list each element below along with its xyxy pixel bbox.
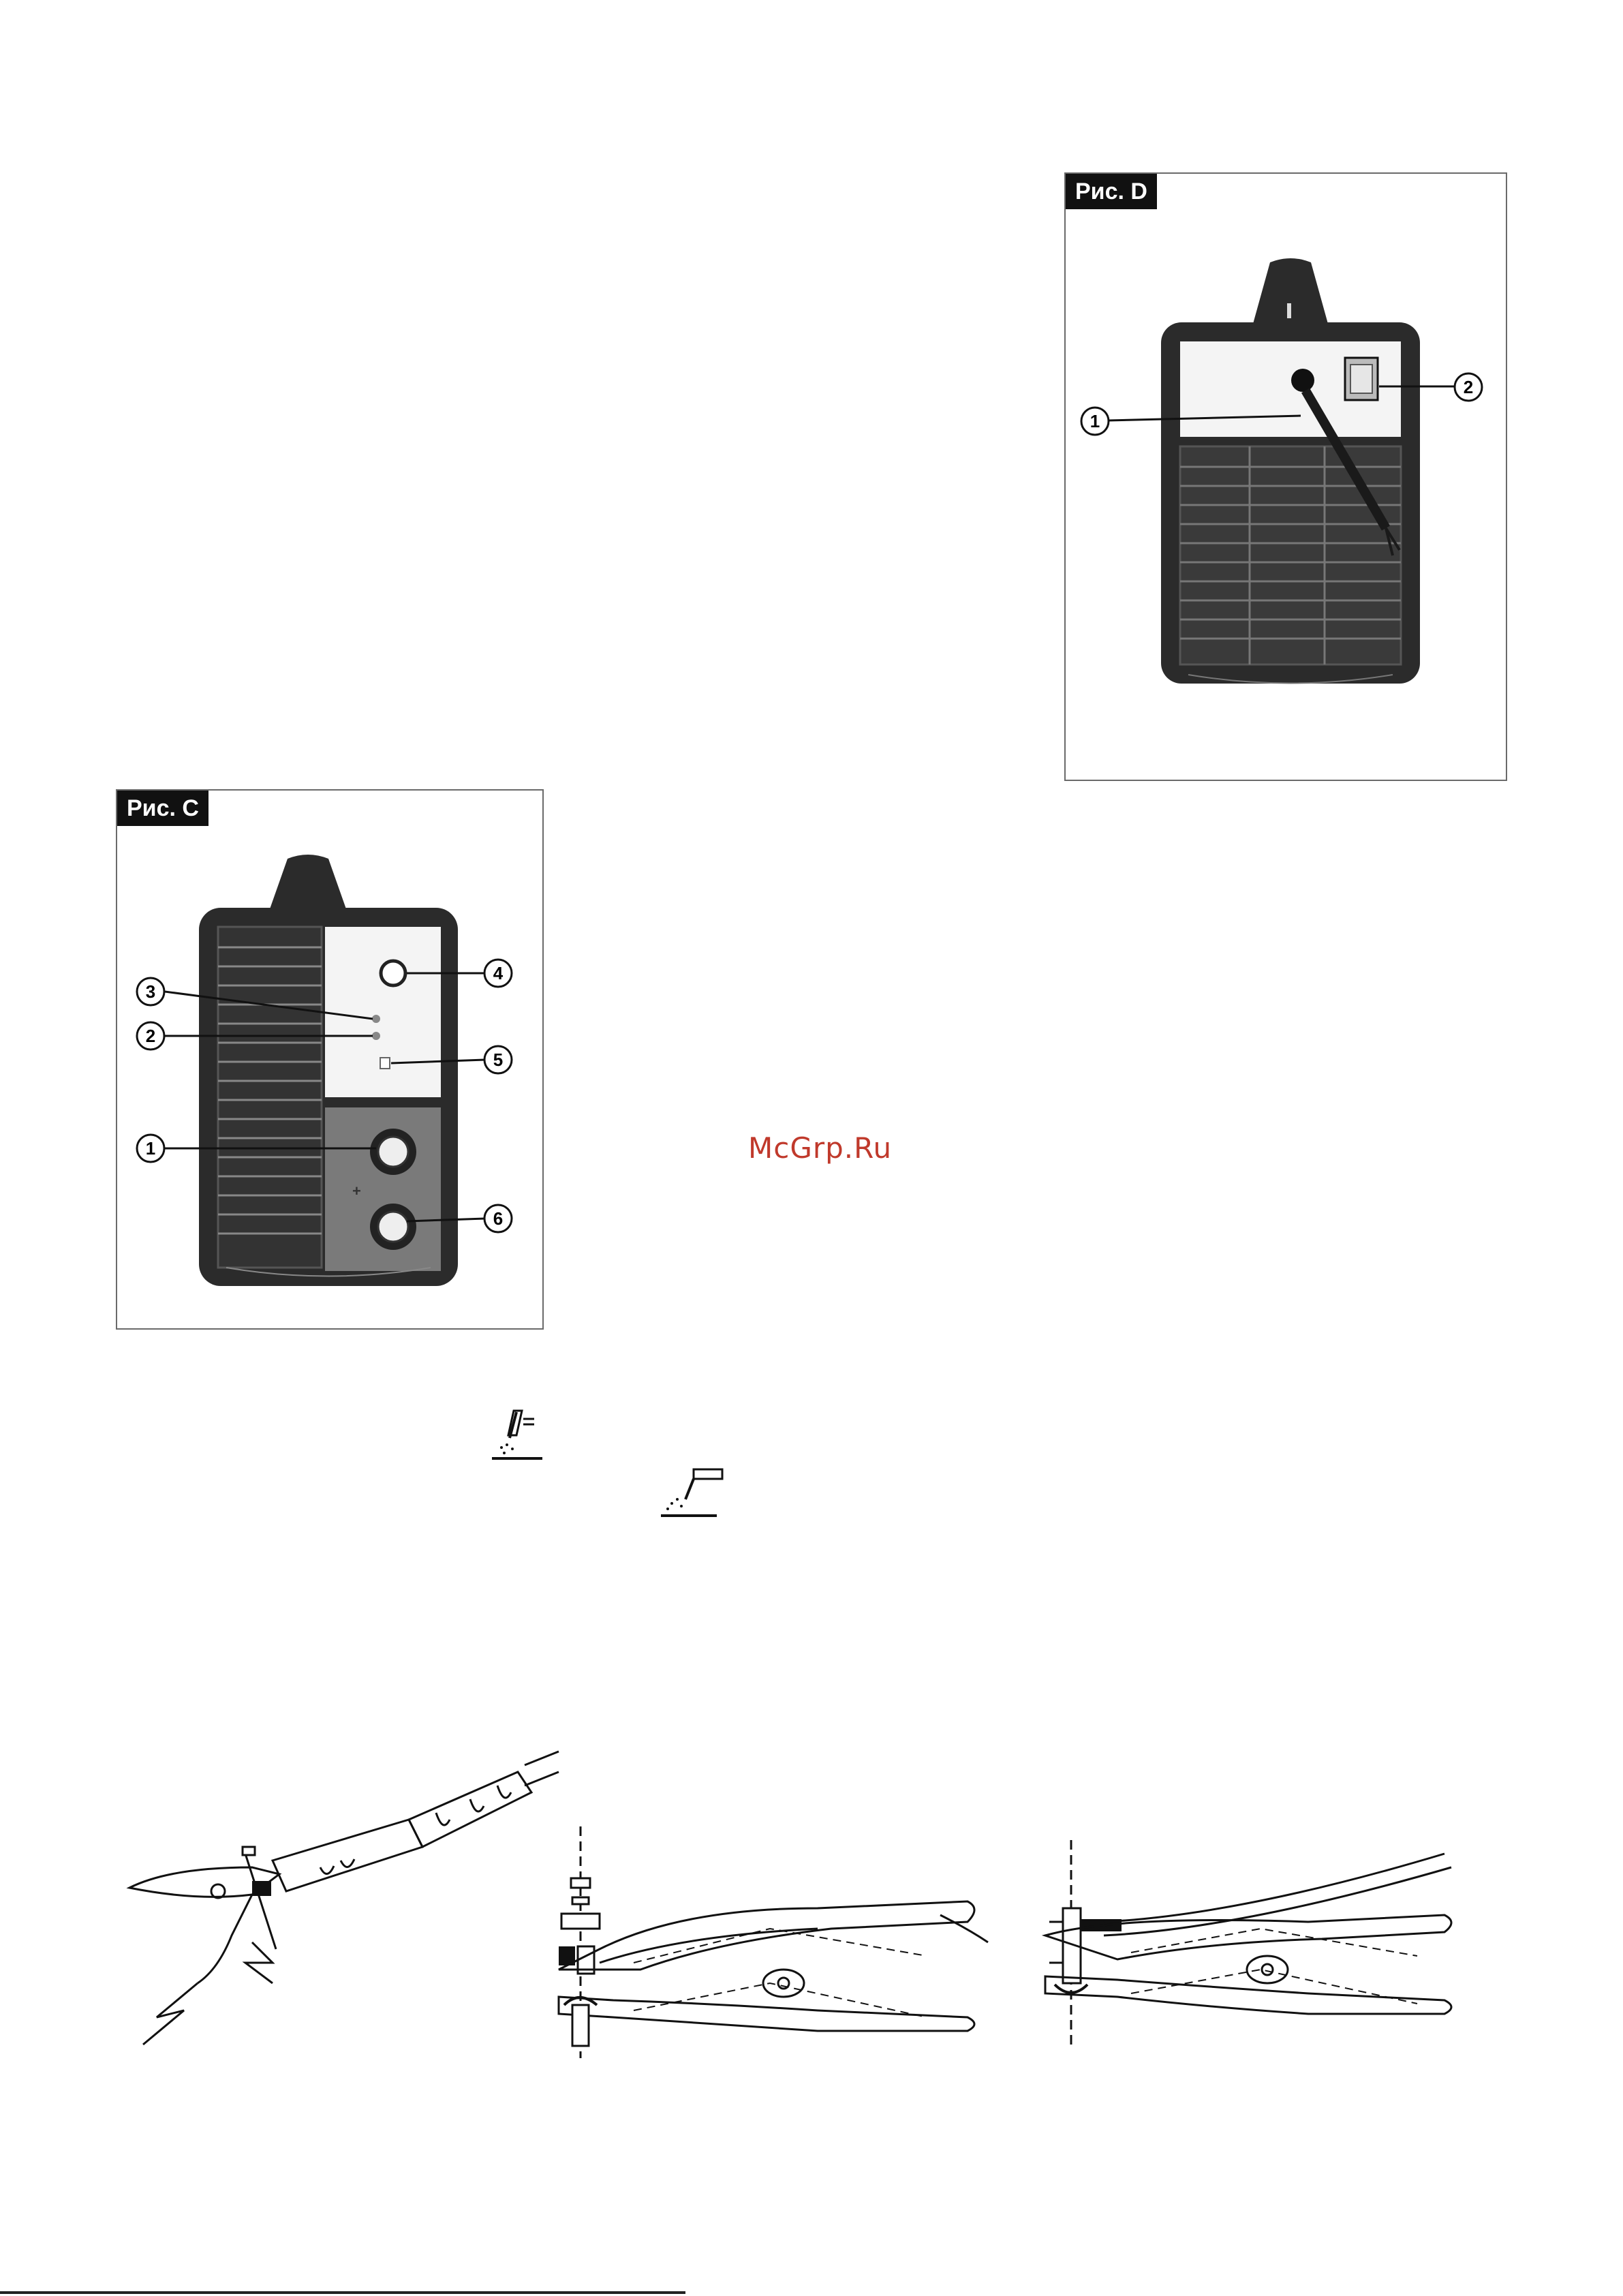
svg-text:2: 2 (1463, 377, 1474, 397)
figure-c-tag: Рис. C (117, 791, 208, 826)
front-panel-illustration (117, 791, 542, 1328)
tig-welding-icon (658, 1465, 726, 1521)
earth-clamp-assembled-illustration (1036, 1840, 1472, 2065)
earth-clamp-exploded-illustration (545, 1826, 995, 2065)
callout-1 (1078, 404, 1112, 438)
callout-5 (481, 1043, 515, 1077)
svg-text:1: 1 (145, 1138, 156, 1159)
callout-2 (1451, 370, 1485, 404)
callout-2 (134, 1019, 168, 1053)
figure-d (1064, 172, 1507, 781)
electrode-holder-illustration (116, 1745, 566, 2065)
page-rule (0, 2291, 685, 2294)
svg-text:6: 6 (493, 1208, 504, 1229)
figure-d-tag: Рис. D (1066, 174, 1157, 209)
callout-3 (134, 975, 168, 1009)
svg-text:5: 5 (493, 1050, 504, 1070)
svg-text:1: 1 (1089, 411, 1100, 431)
front-vent-grille (218, 927, 322, 1268)
callout-1 (134, 1131, 168, 1165)
svg-text:4: 4 (493, 963, 504, 983)
svg-text:3: 3 (145, 981, 156, 1002)
callout-6 (481, 1201, 515, 1236)
figure-c (116, 789, 544, 1330)
svg-text:+: + (352, 1182, 361, 1199)
watermark: McGrp.Ru (748, 1131, 893, 1165)
mma-electrode-welding-icon (489, 1405, 545, 1465)
rear-vent-grille (1180, 446, 1401, 664)
svg-text:2: 2 (145, 1026, 156, 1046)
rear-panel-illustration (1066, 174, 1506, 780)
callout-4 (481, 956, 515, 990)
